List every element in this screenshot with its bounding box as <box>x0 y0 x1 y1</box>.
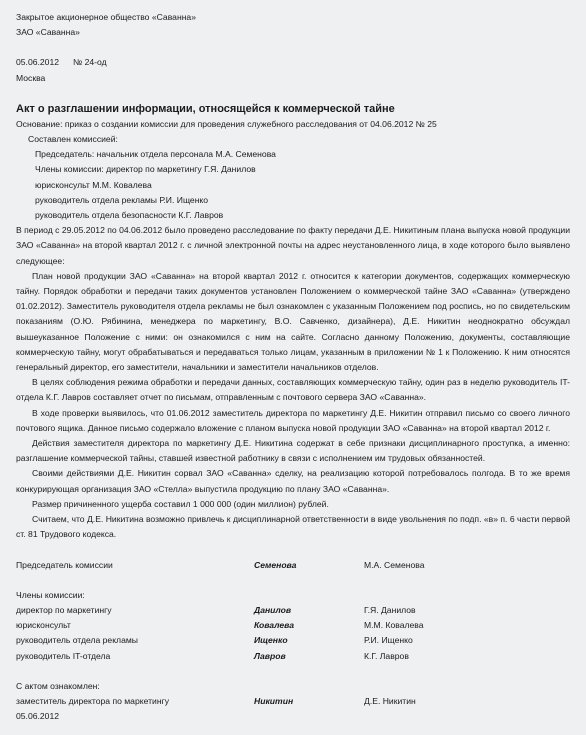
signature-member <box>16 603 570 618</box>
doc-number: № 24-од <box>73 57 107 68</box>
commission-member: руководитель отдела рекламы Р.И. Ищенко <box>35 194 209 205</box>
signature-role: заместитель директора по маркетингу <box>16 695 170 706</box>
signature-role: юрисконсульт <box>16 620 71 631</box>
body-paragraph-4: В ходе проверки выявилось, что 01.06.2012 заместитель директора по маркетингу Д.Е. Никитин отправил письмо со своего личного почтового ящика. Данное письмо содержало вложение с планом выпуска новой продукции ЗАО «Саванна» на второй квартал 2012 г. <box>16 407 570 433</box>
acquainted-date: 05.06.2012 <box>16 711 60 722</box>
org-short-name: ЗАО «Саванна» <box>16 27 80 38</box>
commission-member: руководитель отдела безопасности К.Г. Лавров <box>35 210 224 221</box>
body-paragraph-8: Считаем, что Д.Е. Никитина возможно привлечь к дисциплинарной ответственности в виде увольнения по подп. «в» п. 6 части первой ст. 81 Трудового кодекса. <box>16 514 570 540</box>
members-heading: Члены комиссии: <box>16 589 85 600</box>
doc-date: 05.06.2012 <box>16 57 60 68</box>
signature-mark: Лавров <box>254 650 286 661</box>
body-paragraph-2: План новой продукции ЗАО «Саванна» на второй квартал 2012 г. относится к категории документов, содержащих коммерческую тайну. Порядок обработки и передачи таких документов установлен Положением о коммерческой тайне ЗАО «Саванна» (утверждено 01.02.2012). Заместитель руководителя отдела рекламы не был ознакомлен с указанным Положением под роспись, но по свидетельским показаниям (О.Ю. Рябинина, менеджера по маркетингу, В.О. Савченко, дизайнера), Д.Е. Никитин неоднократно обсуждал вышеуказанное Положение с ними: он ознакомился с ним на сайте. Согласно данному Положению, документы, составляющие коммерческую тайну, могут обрабатываться и передаваться только лицам, указанным в приложении № 1 к Положению. К ним относятся генеральный директор, его заместители, начальники и заместители начальников отделов. <box>16 270 570 373</box>
page-title: Акт о разглашении информации, относящейся к коммерческой тайне <box>16 102 395 115</box>
signature-name: Г.Я. Данилов <box>364 604 416 615</box>
signature-name: Р.И. Ищенко <box>364 635 413 646</box>
signature-role: директор по маркетингу <box>16 604 112 615</box>
commission-heading: Составлен комиссией: <box>28 134 118 145</box>
signature-role: руководитель IT-отдела <box>16 650 111 661</box>
body-paragraph-7: Размер причиненного ущерба составил 1 000 000 (один миллион) рублей. <box>32 498 329 509</box>
signature-member <box>16 618 570 633</box>
signature-member <box>16 633 570 648</box>
body-paragraph-6: Своими действиями Д.Е. Никитин сорвал ЗАО «Саванна» сделку, на реализацию которой потребовалось полгода. В то же время конкурирующая организация ЗАО «Стелла» выпустила продукцию по плану ЗАО «Саванна». <box>16 468 570 494</box>
body-paragraph-1: В период с 29.05.2012 по 04.06.2012 было проведено расследование по факту передачи Д.Е. Никитиным плана выпуска новой продукции ЗАО «Саванна» на второй квартал 2012 г. с личной электронной почты на адрес неустановленного лица, в ходе которого было выявлено следующее: <box>16 225 570 266</box>
signature-mark: Семенова <box>254 559 297 570</box>
signature-member <box>16 649 570 664</box>
signature-mark: Ковалева <box>254 620 295 631</box>
signature-name: М.М. Ковалева <box>364 620 424 631</box>
signature-role: руководитель отдела рекламы <box>16 635 138 646</box>
signature-acquainted <box>16 694 570 709</box>
commission-member: юрисконсульт М.М. Ковалева <box>35 179 152 190</box>
acquainted-heading: С актом ознакомлен: <box>16 680 100 691</box>
doc-date-number <box>16 55 570 70</box>
signature-mark: Ищенко <box>254 635 288 646</box>
body-paragraph-3: В целях соблюдения режима обработки и передачи данных, составляющих коммерческую тайну, один раз в неделю руководитель IT-отдела К.Г. Лавров составляет отчет по письмам, отправленным с почтового сервера ЗАО «Саванна». <box>16 377 570 403</box>
signature-name: М.А. Семенова <box>364 559 425 570</box>
signature-name: К.Г. Лавров <box>364 650 409 661</box>
signature-chair <box>16 558 570 573</box>
body-paragraph-5: Действия заместителя директора по маркетингу Д.Е. Никитина содержат в себе признаки дисциплинарного проступка, а именно: разглашение коммерческой тайны, ставшей известной работнику в связи с исполнением им трудовых обязанностей. <box>16 438 570 464</box>
signature-name: Д.Е. Никитин <box>364 695 416 706</box>
doc-city: Москва <box>16 72 46 83</box>
signature-mark: Данилов <box>254 604 292 615</box>
signature-mark: Никитин <box>254 695 294 706</box>
commission-member: Председатель: начальник отдела персонала М.А. Семенова <box>35 149 276 160</box>
org-full-name: Закрытое акционерное общество «Саванна» <box>16 12 196 22</box>
signature-role: Председатель комиссии <box>16 559 113 570</box>
basis-line: Основание: приказ о создании комиссии для проведения служебного расследования от 04.06.2012 № 25 <box>16 118 437 129</box>
commission-member: Члены комиссии: директор по маркетингу Г.Я. Данилов <box>35 164 256 175</box>
